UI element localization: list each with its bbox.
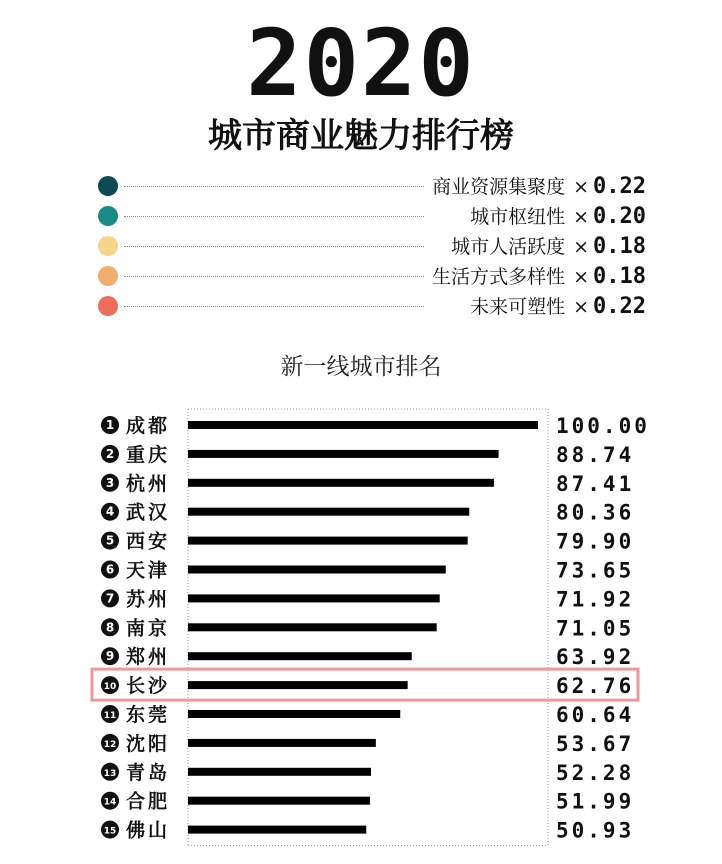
value-label: 71.92 [556, 587, 635, 612]
value-label: 80.36 [556, 500, 635, 525]
bar [188, 566, 446, 574]
value-label: 53.67 [556, 731, 635, 756]
ranking-bar-chart [0, 400, 722, 850]
city-label: 佛山 [126, 819, 171, 842]
city-label: 苏州 [126, 588, 171, 611]
bar [188, 479, 494, 487]
city-label: 西安 [126, 530, 171, 553]
factor-text [451, 234, 646, 260]
value-label: 71.05 [556, 616, 635, 641]
factor-dot [98, 206, 118, 226]
factor-multiplier: × [573, 236, 590, 258]
factor-row [98, 172, 646, 202]
bar [188, 508, 469, 516]
factor-label: 城市枢纽性 [470, 206, 566, 228]
factor-dot [98, 266, 118, 286]
value-label: 60.64 [556, 703, 635, 727]
bar [188, 797, 370, 805]
factor-dot [98, 236, 118, 256]
factor-row [98, 292, 646, 322]
factor-dot [98, 296, 118, 316]
factor-label: 城市人活跃度 [451, 236, 566, 258]
factor-leader-line [124, 276, 424, 277]
rank-number: 8 [105, 620, 115, 635]
rank-number: 3 [105, 475, 115, 490]
rank-number: 9 [105, 649, 115, 664]
factor-row [98, 262, 646, 292]
rank-number: 11 [103, 711, 117, 721]
rank-number: 10 [103, 682, 117, 693]
factor-leader-line [124, 216, 424, 217]
factor-label: 生活方式多样性 [432, 266, 566, 288]
factor-weight: 0.18 [593, 234, 646, 259]
factor-label: 未来可塑性 [470, 296, 566, 318]
city-label: 青岛 [126, 761, 171, 784]
rank-number: 6 [105, 562, 115, 577]
rank-number: 1 [105, 418, 115, 432]
city-label: 郑州 [126, 646, 171, 669]
city-label: 长沙 [126, 675, 171, 698]
value-label: 62.76 [556, 674, 635, 699]
year-heading: 2020 [246, 10, 476, 117]
value-label: 63.92 [556, 645, 635, 670]
factor-dot [98, 176, 118, 196]
city-label: 天津 [126, 559, 171, 582]
factor-weight: 0.22 [593, 174, 646, 199]
bar [188, 594, 440, 602]
factor-text [470, 204, 646, 230]
factor-leader-line [124, 246, 424, 247]
factor-multiplier: × [573, 176, 590, 198]
value-label: 50.93 [556, 818, 635, 843]
city-label: 杭州 [126, 472, 171, 495]
factor-multiplier: × [573, 266, 590, 288]
bar [188, 421, 538, 429]
factor-label: 商业资源集聚度 [432, 176, 566, 198]
city-label: 南京 [126, 617, 171, 640]
factor-leader-line [124, 186, 424, 187]
factor-legend [98, 172, 646, 322]
bar [188, 623, 437, 631]
factor-multiplier: × [573, 296, 590, 318]
value-label: 52.28 [556, 760, 635, 785]
factor-weight: 0.18 [593, 264, 646, 289]
city-label: 重庆 [126, 443, 171, 466]
city-label: 东莞 [126, 704, 171, 726]
value-label: 88.74 [556, 442, 635, 467]
value-label: 51.99 [556, 789, 635, 814]
bar [188, 768, 371, 776]
bar [188, 652, 412, 660]
page-title: 城市商业魅力排行榜 [208, 116, 514, 156]
rank-number: 2 [105, 446, 115, 461]
city-label: 成都 [126, 415, 171, 437]
factor-row [98, 232, 646, 262]
value-label: 79.90 [556, 529, 635, 554]
rank-number: 5 [105, 533, 115, 548]
factor-text [432, 174, 646, 200]
factor-leader-line [124, 306, 424, 307]
factor-multiplier: × [573, 206, 590, 228]
rank-number: 13 [103, 768, 117, 779]
value-label: 87.41 [556, 471, 635, 496]
bar [188, 826, 366, 834]
factor-row [98, 202, 646, 232]
factor-weight: 0.22 [593, 294, 646, 319]
rank-number: 12 [103, 739, 117, 750]
bar [188, 450, 499, 458]
factor-text [432, 264, 646, 290]
value-label: 73.65 [556, 558, 635, 583]
value-label: 100.00 [556, 414, 650, 438]
bar [188, 537, 468, 545]
city-label: 沈阳 [126, 732, 171, 755]
rank-number: 15 [103, 826, 117, 837]
bar [188, 681, 408, 689]
factor-text [470, 294, 646, 320]
factor-weight: 0.20 [593, 204, 646, 229]
chart-title: 新一线城市排名 [280, 354, 442, 380]
bar [188, 710, 400, 718]
rank-number: 4 [105, 504, 115, 519]
bar [188, 739, 376, 747]
city-label: 合肥 [126, 790, 171, 813]
city-label: 武汉 [126, 501, 171, 524]
rank-number: 14 [103, 797, 117, 808]
rank-number: 7 [105, 591, 115, 606]
